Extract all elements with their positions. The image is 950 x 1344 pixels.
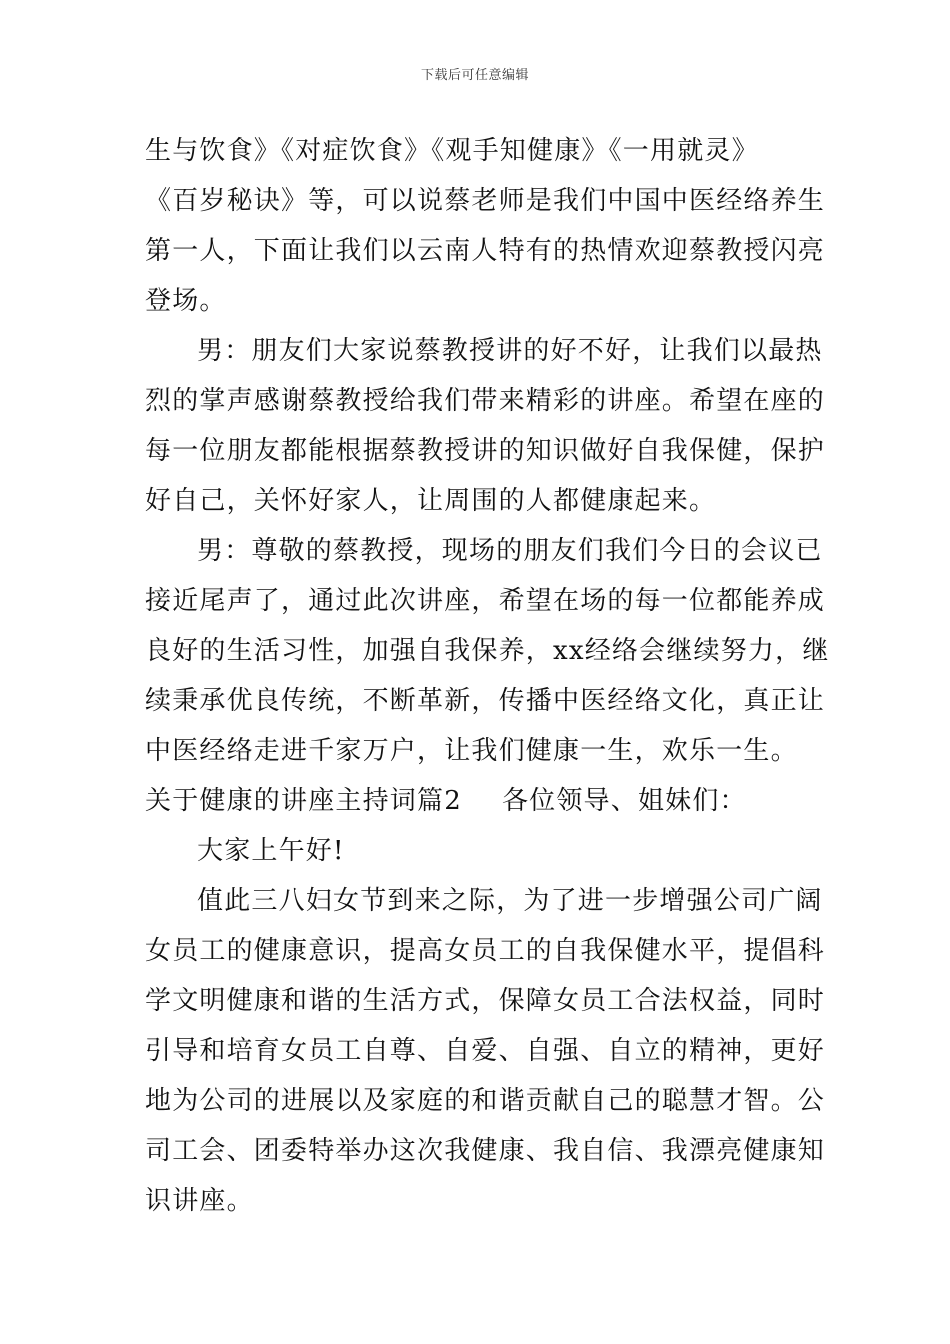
text-line: 女员工的健康意识，提高女员工的自我保健水平，提倡科 bbox=[145, 936, 826, 966]
text-line: 《百岁秘诀》等，可以说蔡老师是我们中国中医经络养生 bbox=[145, 186, 826, 216]
paragraph-start-line: 男：尊敬的蔡教授，现场的朋友们我们今日的会议已 bbox=[197, 536, 823, 566]
paragraph-start-line: 男：朋友们大家说蔡教授讲的好不好，让我们以最热 bbox=[197, 336, 823, 366]
text-line: 地为公司的进展以及家庭的和谐贡献自己的聪慧才智。公 bbox=[145, 1086, 826, 1116]
text-line: 接近尾声了，通过此次讲座，希望在场的每一位都能养成 bbox=[145, 586, 826, 616]
text-line: 烈的掌声感谢蔡教授给我们带来精彩的讲座。希望在座的 bbox=[145, 386, 826, 416]
section-title: 关于健康的讲座主持词篇2 bbox=[145, 786, 462, 816]
page-header-note: 下载后可任意编辑 bbox=[420, 68, 529, 83]
section-greeting: 各位领导、姐妹们： bbox=[501, 786, 747, 816]
text-line: 续秉承优良传统，不断革新，传播中医经络文化，真正让 bbox=[145, 686, 826, 716]
text-line: 登场。 bbox=[145, 286, 227, 316]
paragraph-start-line: 大家上午好! bbox=[197, 836, 345, 866]
text-line: 识讲座。 bbox=[145, 1186, 254, 1216]
section-title-line bbox=[145, 776, 810, 826]
text-line: 每一位朋友都能根据蔡教授讲的知识做好自我保健，保护 bbox=[145, 436, 826, 466]
text-line: 良好的生活习性，加强自我保养，xx经络会继续努力，继 bbox=[145, 636, 830, 666]
text-line: 好自己，关怀好家人，让周围的人都健康起来。 bbox=[145, 486, 717, 516]
text-line: 学文明健康和谐的生活方式，保障女员工合法权益，同时 bbox=[145, 986, 826, 1016]
text-line: 第一人，下面让我们以云南人特有的热情欢迎蔡教授闪亮 bbox=[145, 236, 826, 266]
text-line: 中医经络走进千家万户，让我们健康一生，欢乐一生。 bbox=[145, 736, 798, 766]
document-body bbox=[145, 126, 830, 1226]
text-line: 司工会、团委特举办这次我健康、我自信、我漂亮健康知 bbox=[145, 1136, 826, 1166]
paragraph-start-line: 值此三八妇女节到来之际，为了进一步增强公司广阔 bbox=[197, 886, 823, 916]
text-line: 生与饮食》《对症饮食》《观手知健康》《一用就灵》 bbox=[145, 136, 759, 166]
text-line: 引导和培育女员工自尊、自爱、自强、自立的精神，更好 bbox=[145, 1036, 826, 1066]
